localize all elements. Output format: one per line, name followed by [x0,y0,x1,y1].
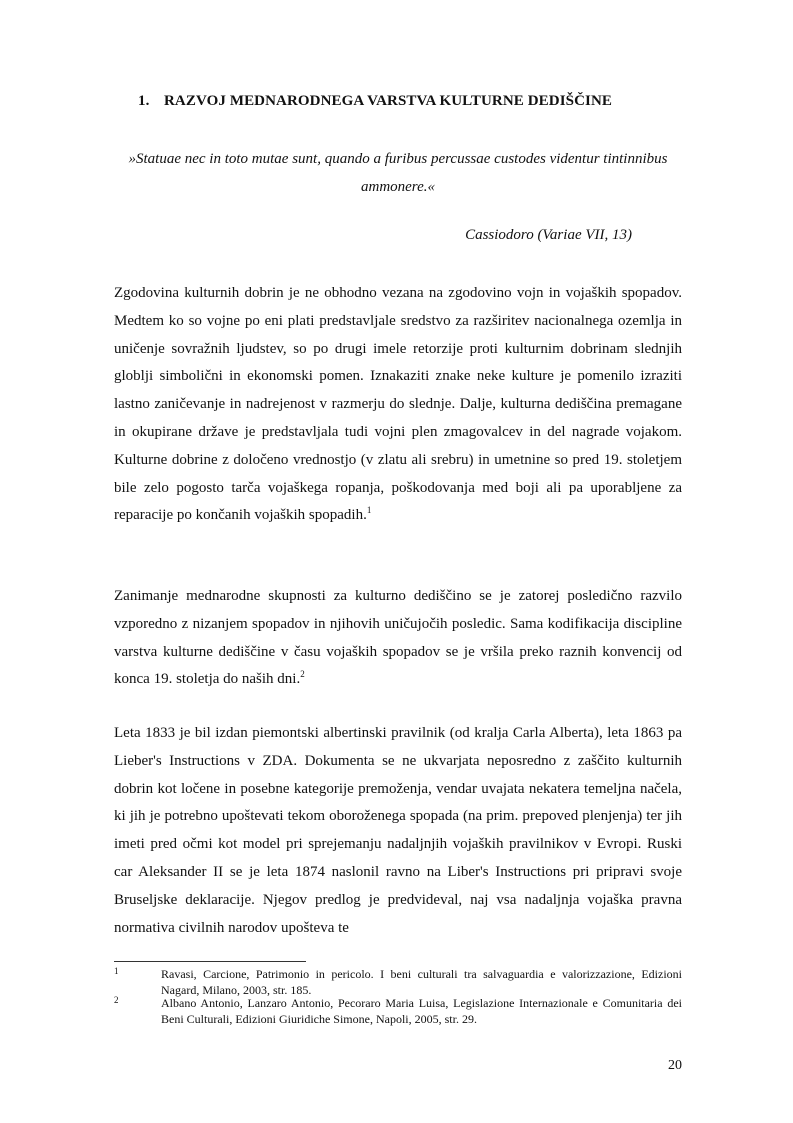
paragraph-text: Zanimanje mednarodne skupnosti za kulturno dediščino se je zatorej posledično razvilo vzporedno z nizanjem spopadov in njihovih uničujočih posledic. Sama kodifikacija discipline varstva kulturne dediščine v času vojaških spopadov se je vršila preko raznih konvencij od konca 19. stoletja do naših dni. [114,588,682,688]
paragraph-text: Zgodovina kulturnih dobrin je ne obhodno vezana na zgodovino vojn in vojaških spopadov. Medtem ko so vojne po eni plati predstavljale sredstvo za razširitev nacionalnega ozemlja in uničenje sovražnih ljudstev, so po drugi imele retorzije proti kulturnim dobrinam slednjih globlji simbolični in ekonomski pomen. Iznakaziti znake neke kulture je pomenilo izraziti lastno zaničevanje in nadrejenost v razmerju do slednje. Dalje, kulturna dediščina premagane in okupirane države je predstavljala tudi vojni plen zmagovalcev in del nagrade vojakom. Kulturne dobrine z določeno vrednostjo (v zlatu ali srebru) in umetnine so pred 19. stoletjem bile zelo pogosto tarča vojaškega ropanja, poškodovanja med boji ali pa uporabljene za reparacije po končanih vojaških spopadih. [114,285,682,524]
epigraph-quote: »Statuae nec in toto mutae sunt, quando a furibus percussae custodes videntur tintinnibus ammonere.« [128,151,668,195]
footnote-separator [114,961,306,962]
footnote-text: Ravasi, Carcione, Patrimonio in pericolo. I beni culturali tra salvaguardia e valorizzazione, Edizioni Nagard, Milano, 2003, str. 185. [161,967,682,997]
footnote-text: Albano Antonio, Lanzaro Antonio, Pecoraro Maria Luisa, Legislazione Internazionale e Comunitaria dei Beni Culturali, Edizioni Giuridiche Simone, Napoli, 2005, str. 29. [161,996,682,1026]
section-number: 1. [138,93,150,109]
section-heading [138,93,698,110]
footnote-reference[interactable]: 1 [366,505,372,516]
page-number: 20 [668,1058,682,1073]
paragraph-text: Leta 1833 je bil izdan piemontski albertinski pravilnik (od kralja Carla Alberta), leta 1863 pa Lieber's Instructions v ZDA. Dokumenta se ne ukvarjata neposredno z zaščito kulturnih dobrin kot ločene in posebne kategorije premoženja, vendar uvajata nekatera temeljna načela, ki jih je potrebno upoštevati tekom oboroženega spopada (na prim. prepoved plenjenja) ter jih imeti pred očmi kot model pri sprejemanju nadaljnjih vojaških pravilnikov v Evropi. Ruski car Aleksander II se je leta 1874 naslonil ravno na Liber's Instructions pri pripravi svoje Bruseljske deklaracije. Njegov predlog je predvideval, naj vsa nadaljnja vojaška pravna normativa civilnih narodov upošteva te [114,725,682,936]
footnote-number: 2 [114,995,119,1005]
footnote-number: 1 [114,966,119,976]
epigraph-attribution: Cassiodoro (Variae VII, 13) [465,227,632,243]
body-paragraph [114,720,682,942]
section-title: RAZVOJ MEDNARODNEGA VARSTVA KULTURNE DEDIŠČINE [164,93,613,109]
footnote-reference[interactable]: 2 [300,669,305,680]
body-paragraph [114,583,682,694]
footnote [114,996,682,1027]
footnote [114,967,682,998]
body-paragraph [114,280,682,530]
